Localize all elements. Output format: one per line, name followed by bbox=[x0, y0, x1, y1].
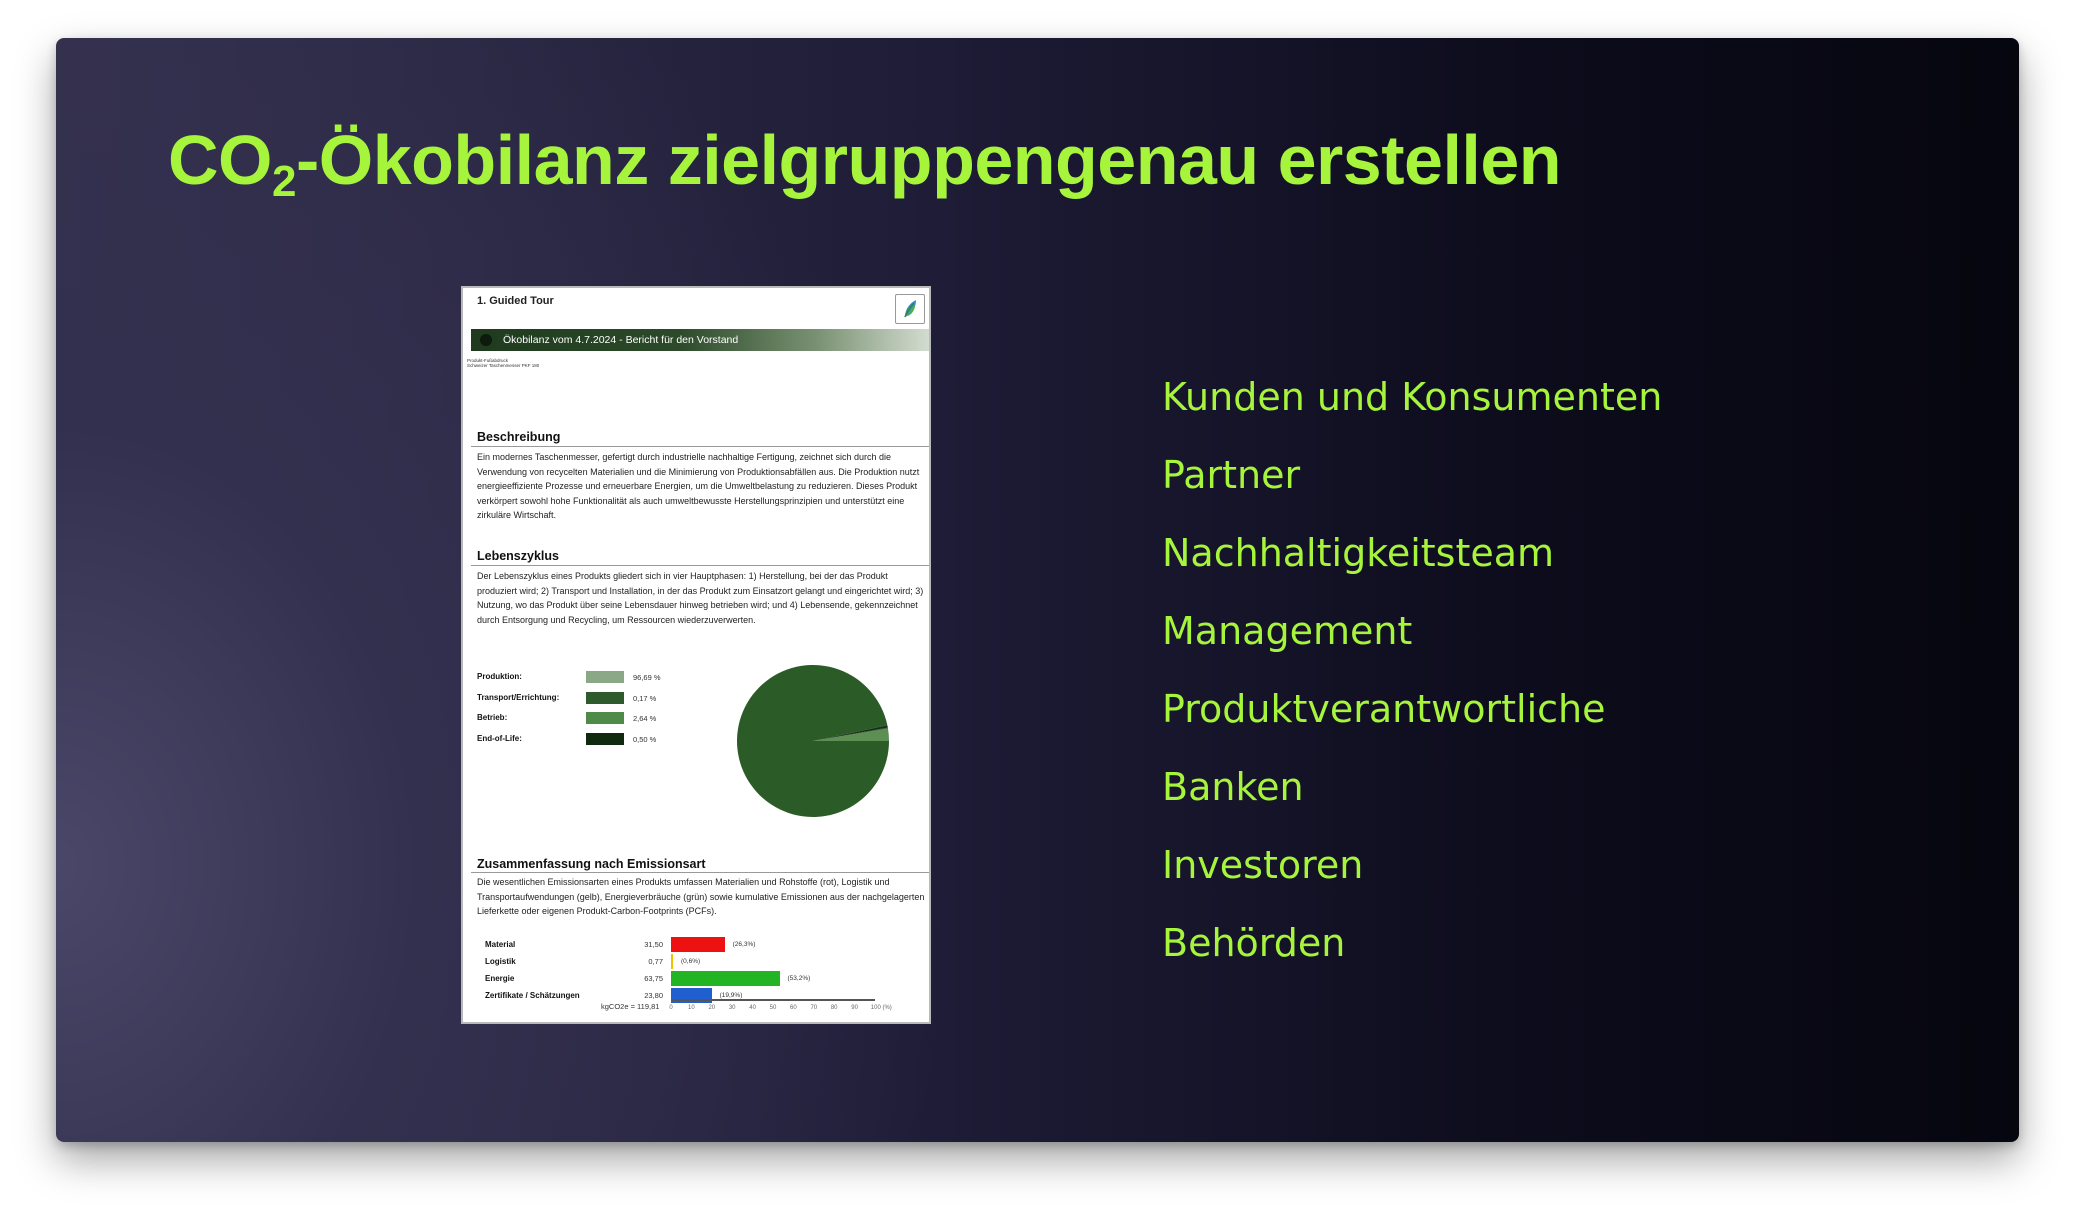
slide bbox=[56, 38, 2019, 1142]
emission-bar bbox=[671, 937, 725, 952]
emission-total: kgCO2e = 119,81 bbox=[601, 1002, 660, 1011]
emission-label: Zertifikate / Schätzungen bbox=[485, 991, 580, 1000]
lifecycle-swatch bbox=[586, 671, 624, 683]
slide-title: CO2-Ökobilanz zielgruppengenau erstellen bbox=[168, 121, 1562, 206]
axis-tick: 10 bbox=[688, 1005, 695, 1011]
emission-label: Logistik bbox=[485, 957, 516, 966]
heading-beschreibung: Beschreibung bbox=[477, 430, 561, 444]
heading-lebenszyklus: Lebenszyklus bbox=[477, 549, 559, 563]
emission-value: 63,75 bbox=[644, 974, 663, 983]
emission-percent: (53,2%) bbox=[787, 975, 811, 982]
pie-slice bbox=[737, 665, 889, 817]
axis-tick: 70 bbox=[810, 1005, 818, 1011]
axis-tick: 90 bbox=[851, 1005, 858, 1011]
emission-percent: (0,6%) bbox=[681, 958, 701, 965]
emission-value: 0,77 bbox=[648, 957, 663, 966]
axis-tick: 80 bbox=[830, 1005, 838, 1011]
emission-label: Energie bbox=[485, 974, 515, 983]
text-beschreibung: Ein modernes Taschenmesser, gefertigt durch industrielle nachhaltige Fertigung, zeichnet sich durch die Verwendung von recycelten Materialien und die Minimierung von Produktionsabfällen aus. Die Produktion nutzt energieeffiziente Prozesse und erneuerbare Energien, um die Umweltbelastung zu reduzieren. Dieses Produkt verkörpert sowohl hohe Funktionalität als auch umweltbewusste Herstellungsprinzipien und unterstützt eine zirkuläre Wirtschaft. bbox=[477, 452, 920, 521]
lifecycle-label: Betrieb: bbox=[477, 713, 508, 722]
axis-tick: 50 bbox=[769, 1005, 777, 1011]
axis-tick: 20 bbox=[708, 1005, 716, 1011]
emission-percent: (26,3%) bbox=[732, 941, 756, 948]
audience-item: Nachhaltigkeitsteam bbox=[1162, 531, 1555, 575]
axis-tick: 40 bbox=[749, 1005, 756, 1011]
text-lebenszyklus: Der Lebenszyklus eines Produkts gliedert sich in vier Hauptphasen: 1) Herstellung, bei der das Produkt produziert wird; 2) Transport und Installation, in der das Produkt zum Einsatzort gelangt und eingerichtet wird; 3) Nutzung, wo das Produkt über seine Lebensdauer hinweg betrieben wird; und 4) Lebensende, gekennzeichnet durch Entsorgung und Recycling, um Ressourcen wiederzuverwerten. bbox=[477, 571, 924, 625]
audience-item: Management bbox=[1162, 609, 1413, 653]
emission-value: 23,80 bbox=[644, 991, 663, 1000]
emission-bar bbox=[671, 954, 673, 969]
divider bbox=[471, 446, 931, 447]
heading-emissionsart: Zusammenfassung nach Emissionsart bbox=[477, 857, 706, 871]
lifecycle-swatch bbox=[586, 692, 624, 704]
lifecycle-label: Transport/Errichtung: bbox=[477, 692, 560, 702]
lifecycle-label: End-of-Life: bbox=[477, 733, 522, 743]
axis-tick: 60 bbox=[790, 1005, 797, 1011]
lifecycle-value: 2,64 % bbox=[633, 714, 657, 723]
audience-item: Banken bbox=[1162, 765, 1304, 809]
banner-title: Ökobilanz vom 4.7.2024 - Bericht für den Vorstand bbox=[503, 334, 739, 346]
audience-item: Investoren bbox=[1162, 843, 1364, 887]
audience-item: Produktverantwortliche bbox=[1162, 687, 1606, 731]
report-thumbnail bbox=[461, 286, 931, 1024]
audience-item: Kunden und Konsumenten bbox=[1162, 375, 1663, 419]
text-emissionsart: Die wesentlichen Emissionsarten eines Produkts umfassen Materialien und Rohstoffe (rot), Logistik und Transportaufwendungen (gelb), Energieverbräuche (grün) sowie kumulative Emissionen aus der nachgelagerten Lieferkette oder eigenen Produkt-Carbon-Footprints (PCFs). bbox=[477, 877, 925, 917]
audience-list bbox=[1162, 358, 1862, 982]
leaf-logo-icon bbox=[895, 294, 925, 324]
emission-bar bbox=[671, 971, 780, 986]
axis-tick: 0 bbox=[669, 1005, 673, 1011]
report-meta: Produkt-Fußabdruck Schweizer Taschenmesser PKF 180 bbox=[467, 358, 540, 368]
title-subscript: 2 bbox=[272, 157, 296, 206]
emission-axis bbox=[671, 999, 875, 1001]
divider bbox=[471, 565, 931, 566]
lifecycle-value: 96,69 % bbox=[633, 673, 661, 682]
axis-tick: 30 bbox=[728, 1005, 736, 1011]
emission-percent: (19,9%) bbox=[719, 992, 743, 999]
report-banner bbox=[471, 329, 931, 351]
lifecycle-value: 0,17 % bbox=[633, 693, 657, 703]
tour-label: 1. Guided Tour bbox=[477, 295, 554, 307]
divider bbox=[471, 872, 931, 873]
audience-item: Partner bbox=[1162, 453, 1301, 497]
axis-tick: 100 (%) bbox=[870, 1005, 892, 1011]
audience-item: Behörden bbox=[1162, 921, 1346, 965]
lifecycle-swatch bbox=[586, 712, 624, 724]
lifecycle-label: Produktion: bbox=[477, 672, 522, 681]
banner-logo-icon bbox=[480, 334, 492, 346]
emission-value: 31,50 bbox=[644, 940, 663, 949]
lifecycle-swatch bbox=[586, 733, 624, 745]
lifecycle-pie-chart bbox=[733, 661, 893, 821]
emission-label: Material bbox=[485, 940, 516, 949]
lifecycle-value: 0,50 % bbox=[633, 734, 657, 744]
